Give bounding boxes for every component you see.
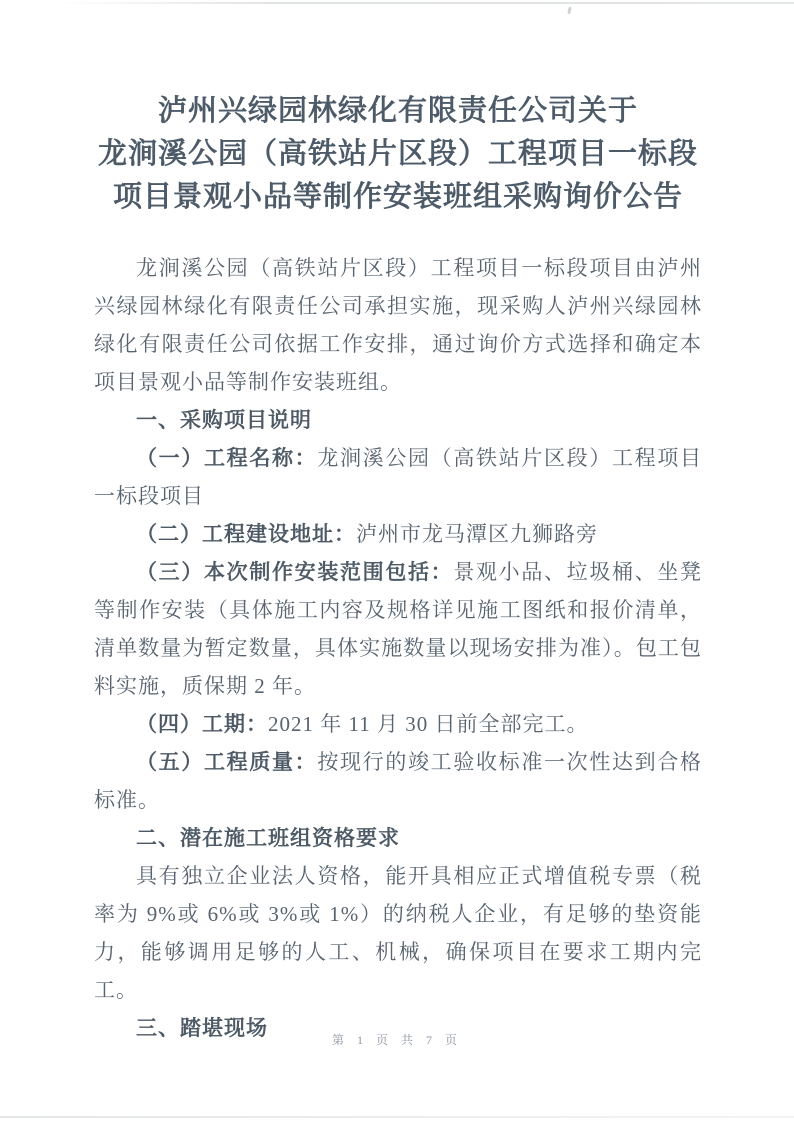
list-item-project-address	[94, 515, 702, 553]
document-body	[94, 249, 702, 1047]
list-item-duration	[94, 705, 702, 743]
title-line-2: 龙涧溪公园（高铁站片区段）工程项目一标段	[97, 138, 698, 170]
item-text: 2021 年 11 月 30 日前全部完工。	[268, 712, 589, 736]
intro-paragraph: 龙涧溪公园（高铁站片区段）工程项目一标段项目由泸州兴绿园林绿化有限责任公司承担实施，现采购人泸州兴绿园林绿化有限责任公司依据工作安排，通过询价方式选择和确定本项目景观小品等制作安装班组。	[94, 256, 702, 394]
section-2-paragraph: 具有独立企业法人资格，能开具相应正式增值税专票（税率为 9%或 6%或 3%或 1%）的纳税人企业，有足够的垫资能力，能够调用足够的人工、机械，确保项目在要求工期内完工。	[94, 864, 702, 1002]
section-3-heading: 三、踏堪现场	[136, 1016, 268, 1040]
title-line-1: 泸州兴绿园林绿化有限责任公司关于	[157, 95, 638, 127]
list-item-scope	[94, 553, 702, 705]
item-text: 龙涧溪公园（高铁站片区段）工程项目一标段项目	[94, 446, 703, 508]
item-label: （五）工程质量：	[136, 750, 318, 774]
item-label: （一）工程名称：	[136, 446, 318, 470]
section-1-heading: 一、采购项目说明	[136, 408, 312, 432]
section-2-heading: 二、潜在施工班组资格要求	[136, 826, 400, 850]
item-label: （三）本次制作安装范围包括：	[136, 560, 454, 584]
scan-edge-artifact-bottom	[0, 1116, 794, 1118]
item-label: （二）工程建设地址：	[136, 522, 356, 546]
document-title	[94, 90, 702, 219]
page-footer: 第 1 页 共 7 页	[331, 1033, 462, 1047]
item-text: 按现行的竣工验收标准一次性达到合格标准。	[94, 750, 703, 812]
item-text: 景观小品、垃圾桶、坐凳等制作安装（具体施工内容及规格详见施工图纸和报价清单，清单数量为暂定数量，具体实施数量以现场安排为准）。包工包料实施，质保期 2 年。	[94, 560, 703, 698]
item-text: 泸州市龙马潭区九狮路旁	[356, 522, 598, 546]
item-label: （四）工期：	[136, 712, 268, 736]
list-item-quality	[94, 743, 702, 819]
list-item-project-name	[94, 439, 702, 515]
title-line-3: 项目景观小品等制作安装班组采购询价公告	[112, 181, 683, 213]
